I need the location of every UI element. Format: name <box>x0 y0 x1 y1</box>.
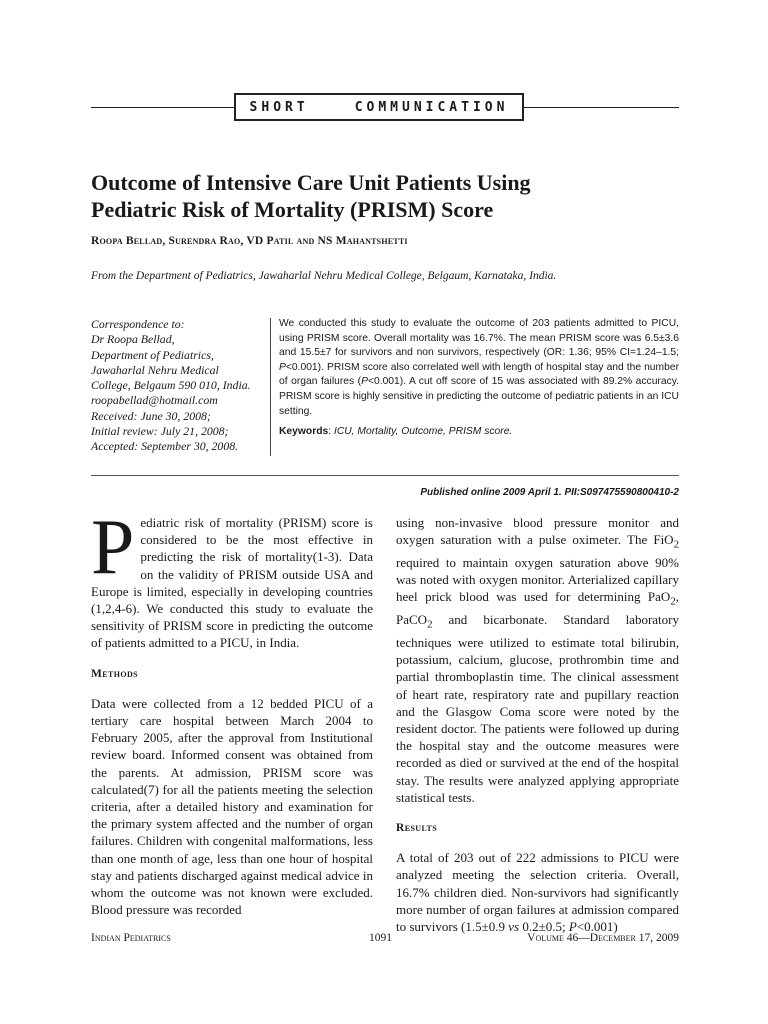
drop-cap: P <box>91 503 135 590</box>
corr-email: roopabellad@hotmail.com <box>91 393 218 408</box>
title-line-1: Outcome of Intensive Care Unit Patients Using <box>91 170 531 195</box>
corr-line: Dr Roopa Bellad, <box>91 332 175 347</box>
accepted-date: Accepted: September 30, 2008. <box>91 439 239 454</box>
received-date: Received: June 30, 2008; <box>91 408 211 423</box>
methods-heading: Methods <box>91 667 138 680</box>
corr-line: Department of Pediatrics, <box>91 347 214 362</box>
keywords: Keywords: ICU, Mortality, Outcome, PRISM score. <box>279 426 513 437</box>
corr-line: Jawaharlal Nehru Medical <box>91 362 219 377</box>
body-left-column <box>91 503 373 918</box>
page-number: 1091 <box>369 932 392 944</box>
body-right-column <box>396 514 679 935</box>
affiliation: From the Department of Pediatrics, Jawaharlal Nehru Medical College, Belgaum, Karnataka, India. <box>91 270 557 282</box>
corr-line: College, Belgaum 590 010, India. <box>91 378 251 393</box>
article-title <box>91 169 651 223</box>
keywords-text: ICU, Mortality, Outcome, PRISM score. <box>333 426 513 437</box>
keywords-label: Keywords <box>279 426 329 437</box>
abstract-divider <box>270 318 271 456</box>
methods-continued: using non-invasive blood pressure monitor and oxygen saturation with a pulse oximeter. The FiO$_2$ required to maintain oxygen saturation above 90% was noted with oxygen monitor. Arterialized capillary heel prick blood was used for determining PaO$_2$, PaCO$_2$ and bicarbonate. Standard laboratory techniques were utilized to estimate total bilirubin, potassium, calcium, glucose, prothrombin time and partial thromboplastin time. The clinical assessment of heart rate, respiratory rate and pupillary reaction and the Glasgow Coma score were noted by the resident doctor. The patients were followed up during the hospital stay and the outcome measures were recorded as died or survived at the end of the hospital stay. The results were analyzed applying appropriate statistical tests. <box>396 515 679 805</box>
author-list: Roopa Bellad, Surendra Rao, VD Patil and NS Mahantshetti <box>91 235 408 247</box>
abstract-bottom-rule <box>91 475 679 476</box>
section-label <box>234 93 524 121</box>
abstract: We conducted this study to evaluate the outcome of 203 patients admitted to PICU, using PRISM score. Overall mortality was 16.7%. The mean PRISM score was 6.5±3.6 and 15.5±7 for survivors and non survivors, respectively (OR: 1.36; 95% CI=1.24–1.5; P<0.001). PRISM score also correlated well with length of hospital stay and the number of organ failures (P<0.001). A cut off score of 15 was associated with 89.2% accuracy. PRISM score is highly sensitive in predicting the outcome of pediatric patients in an ICU setting. <box>279 318 679 417</box>
intro-paragraph: Pediatric risk of mortality (PRISM) score is considered to be the most effective in predicting the risk of mortality(1-3). Data on the validity of PRISM outside USA and Europe is limited, especially in developing countries (1,2,4-6). We conducted this study to evaluate the sensitivity of PRISM score in predicting the outcome of patients admitted to a PICU, in India. <box>91 503 373 651</box>
review-date: Initial review: July 21, 2008; <box>91 424 229 439</box>
published-online: Published online 2009 April 1. PII:S097475590800410-2 <box>420 487 679 498</box>
section-word-communication: COMMUNICATION <box>354 99 509 115</box>
results-paragraph: A total of 203 out of 222 admissions to PICU were analyzed meeting the selection criteria. Overall, 16.7% children died. Non-survivors had significantly more number of organ failures at admission compared to survivors (1.5±0.9 vs 0.2±0.5; P<0.001) <box>396 850 679 935</box>
corr-line: Correspondence to: <box>91 317 185 331</box>
results-heading: Results <box>396 822 438 835</box>
title-line-2: Pediatric Risk of Mortality (PRISM) Score <box>91 197 494 222</box>
journal-name: Indian Pediatrics <box>91 932 171 944</box>
section-word-short: SHORT <box>249 99 309 115</box>
methods-paragraph: Data were collected from a 12 bedded PICU of a tertiary care hospital between March 2004 to February 2005, after the approval from Institutional review board. Informed consent was obtained from the parents. At admission, PRISM score was calculated(7) for all the patients meeting the selection criteria, after a detailed history and examination for the primary system affected and the number of organ failures. Children with congenital malformations, less than one month of age, less than one hour of hospital stay and patients discharged against medical advice in whom the outcome was not known were excluded. Blood pressure was recorded <box>91 695 373 918</box>
volume-date: Volume 46—December 17, 2009 <box>527 932 679 944</box>
correspondence-block <box>91 317 263 455</box>
